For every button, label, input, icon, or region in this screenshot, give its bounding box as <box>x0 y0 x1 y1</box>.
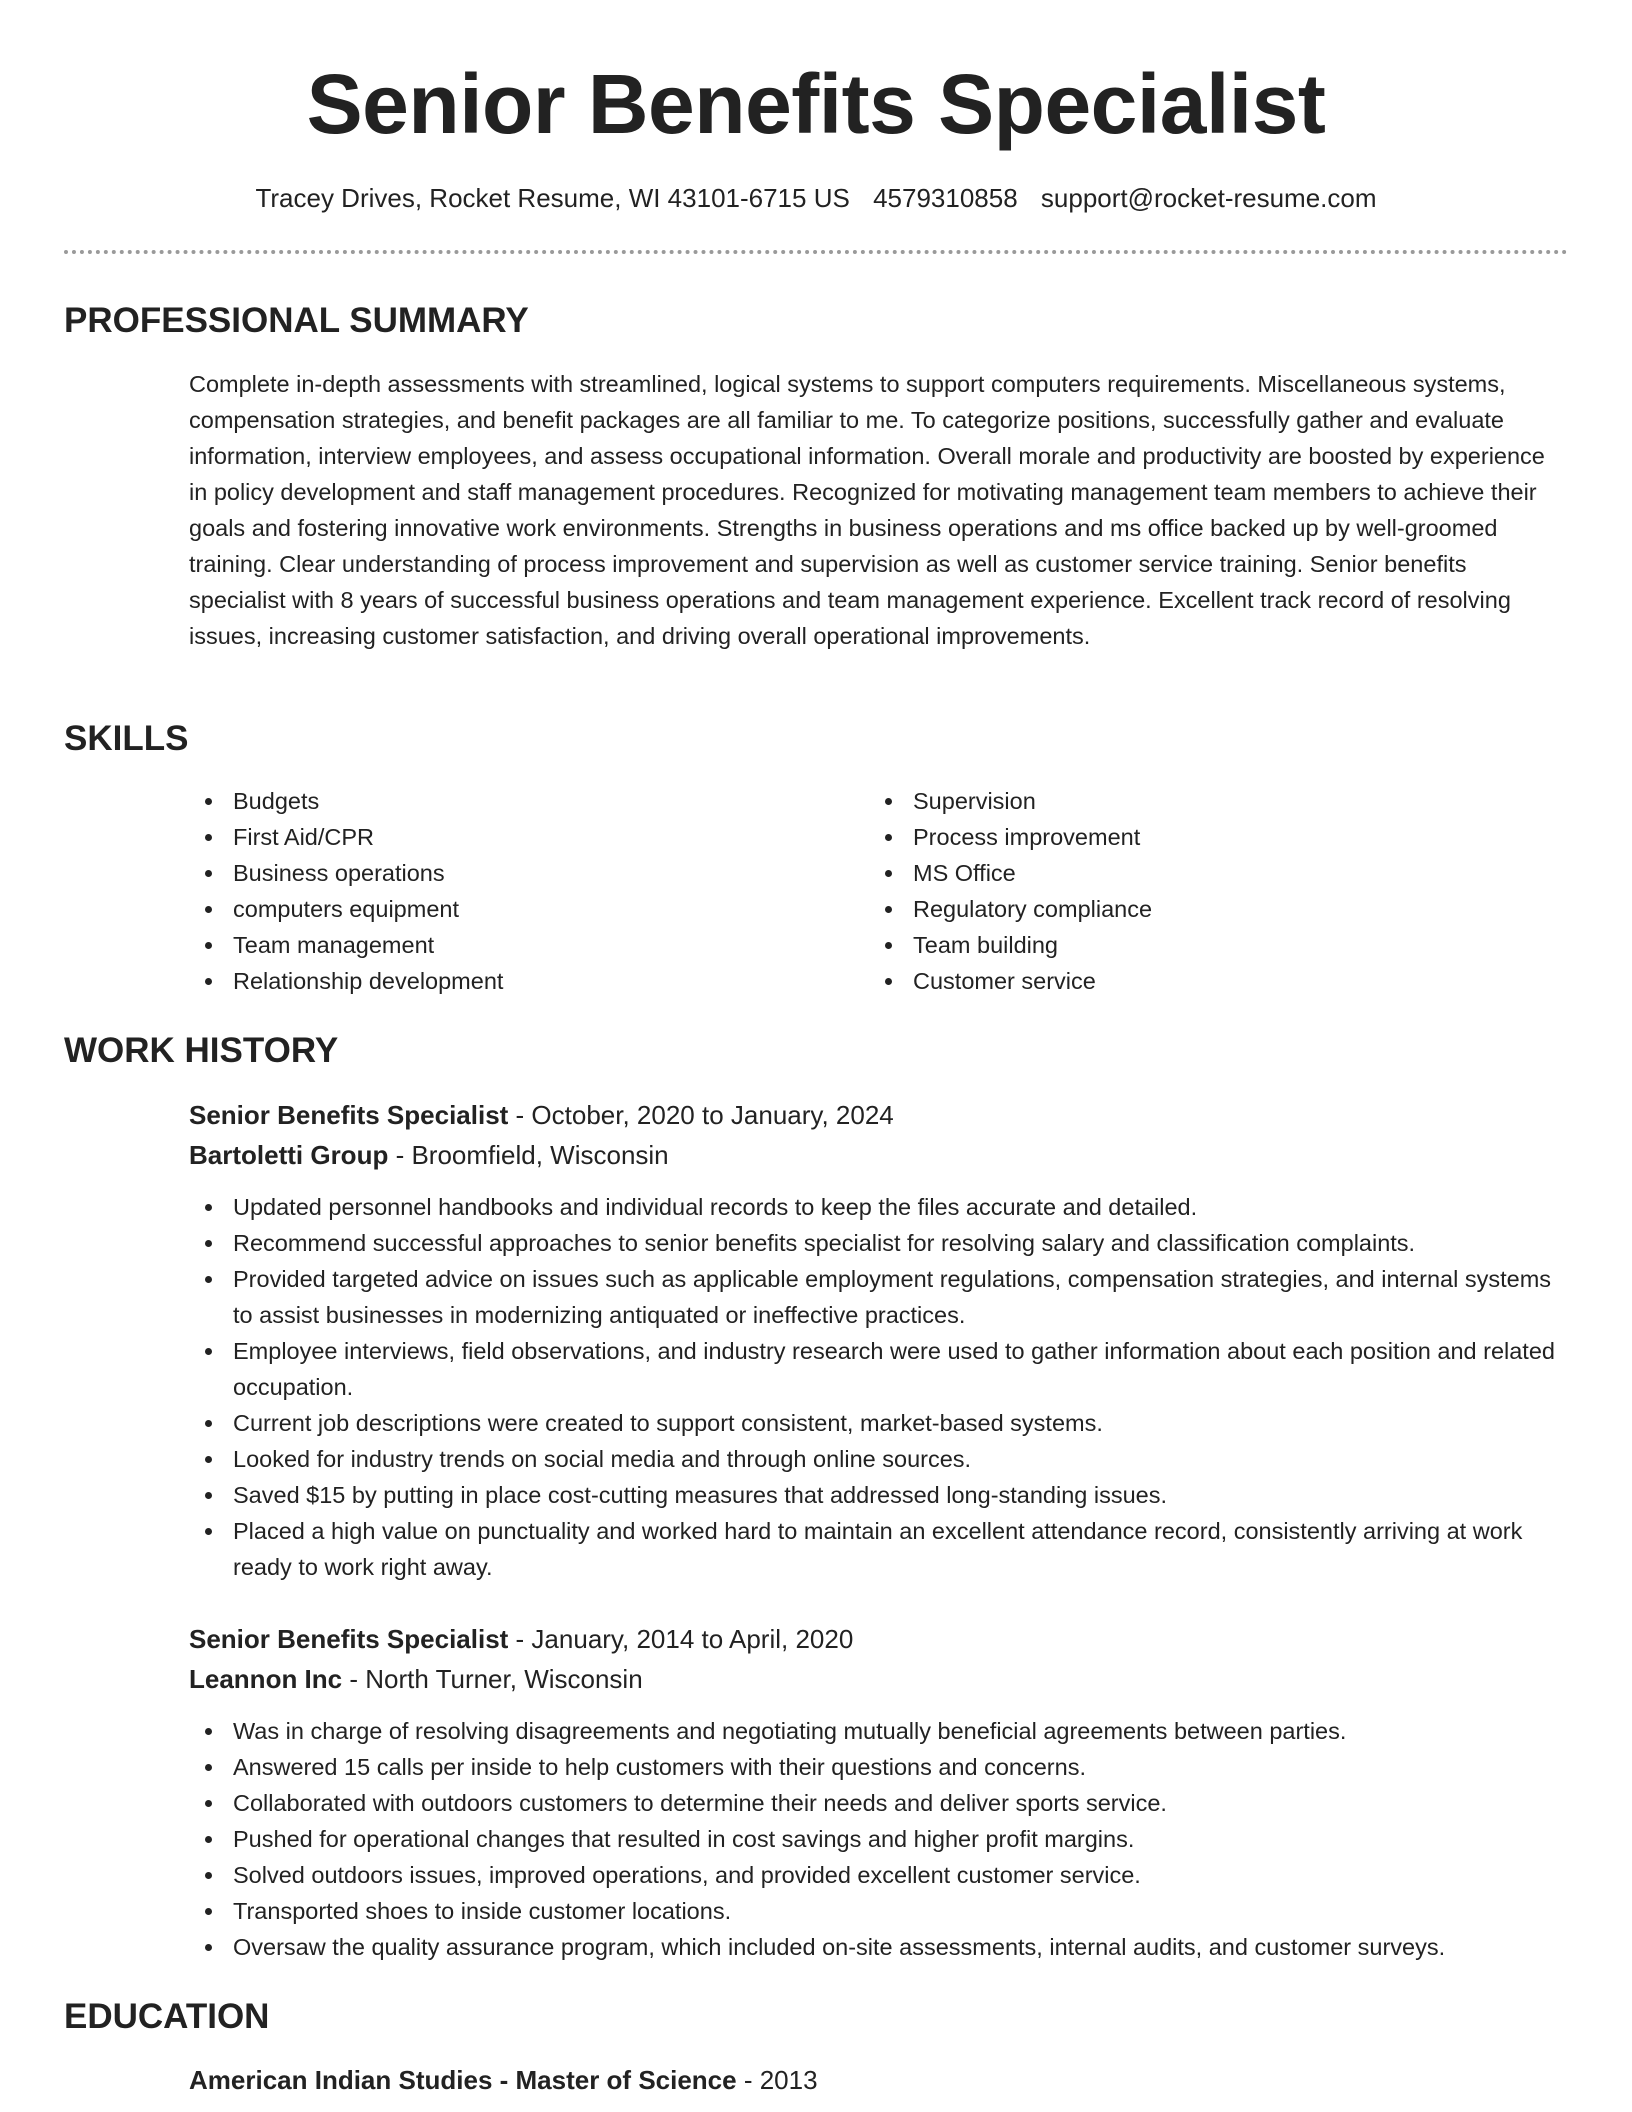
education-year: - 2013 <box>736 2065 818 2095</box>
skill-item: MS Office <box>869 855 1509 891</box>
job-title: Senior Benefits Specialist <box>189 1100 509 1130</box>
skill-item: Relationship development <box>189 963 829 999</box>
work-history-heading: WORK HISTORY <box>64 1031 339 1070</box>
job-bullet: Answered 15 calls per inside to help customers with their questions and concerns. <box>189 1749 1569 1785</box>
job-bullet: Saved $15 by putting in place cost-cutting measures that addressed long-standing issues. <box>189 1477 1569 1513</box>
skill-item: Team management <box>189 927 829 963</box>
job-bullet: Was in charge of resolving disagreements and negotiating mutually beneficial agreements between parties. <box>189 1713 1569 1749</box>
job-bullet: Recommend successful approaches to senior benefits specialist for resolving salary and classification complaints. <box>189 1225 1569 1261</box>
job-bullet: Transported shoes to inside customer locations. <box>189 1893 1569 1929</box>
job-bullet: Pushed for operational changes that resulted in cost savings and higher profit margins. <box>189 1821 1569 1857</box>
job-company: Bartoletti Group <box>189 1140 389 1170</box>
summary-text: Complete in-depth assessments with streamlined, logical systems to support computers requirements. Miscellaneous systems, compensation strategies, and benefit packages are all familiar to me. To categorize positions, successfully gather and evaluate information, interview employees, and assess occupational information. Overall morale and productivity are boosted by experience in policy development and staff management procedures. Recognized for motivating management team members to achieve their goals and fostering innovative work environments. Strengths in business operations and ms office backed up by well-groomed training. Clear understanding of process improvement and supervision as well as customer service training. Senior benefits specialist with 8 years of successful business operations and team management experience. Excellent track record of resolving issues, increasing customer satisfaction, and driving overall operational improvements. <box>189 371 1545 649</box>
education-heading: EDUCATION <box>64 1997 270 2036</box>
job-dates: - October, 2020 to January, 2024 <box>508 1100 894 1130</box>
job-company-line <box>189 1137 669 1173</box>
education-degree-line <box>189 2062 818 2098</box>
job-title-line <box>189 1097 894 1133</box>
job-bullet: Current job descriptions were created to support consistent, market-based systems. <box>189 1405 1569 1441</box>
job-bullet: Collaborated with outdoors customers to determine their needs and deliver sports service. <box>189 1785 1569 1821</box>
skill-item: Business operations <box>189 855 829 891</box>
job-title-line <box>189 1621 853 1657</box>
skill-item: computers equipment <box>189 891 829 927</box>
contact-phone: 4579310858 <box>873 183 1018 213</box>
skill-item: Regulatory compliance <box>869 891 1509 927</box>
job-bullet: Provided targeted advice on issues such as applicable employment regulations, compensation strategies, and internal systems to assist businesses in modernizing antiquated or ineffective practices. <box>189 1261 1569 1333</box>
skill-item: Customer service <box>869 963 1509 999</box>
job-company-line <box>189 1661 643 1697</box>
job-bullets <box>189 1189 1569 1585</box>
job-bullets <box>189 1713 1569 1965</box>
header-divider <box>64 250 1568 254</box>
skills-heading: SKILLS <box>64 719 189 758</box>
skill-item: Supervision <box>869 783 1509 819</box>
job-bullet: Placed a high value on punctuality and worked hard to maintain an excellent attendance record, consistently arriving at work ready to work right away. <box>189 1513 1569 1585</box>
skills-list-right <box>869 783 1509 999</box>
job-location: - North Turner, Wisconsin <box>342 1664 643 1694</box>
skill-item: First Aid/CPR <box>189 819 829 855</box>
resume-name: Senior Benefits Specialist <box>306 57 1326 151</box>
job-bullet: Employee interviews, field observations, and industry research were used to gather information about each position and related occupation. <box>189 1333 1569 1405</box>
contact-address: Tracey Drives, Rocket Resume, WI 43101-6715 US <box>255 183 850 213</box>
job-dates: - January, 2014 to April, 2020 <box>508 1624 854 1654</box>
job-bullet: Looked for industry trends on social media and through online sources. <box>189 1441 1569 1477</box>
skills-list-left <box>189 783 829 999</box>
education-degree: American Indian Studies - Master of Science <box>189 2065 737 2095</box>
contact-email: support@rocket-resume.com <box>1040 183 1377 213</box>
job-bullet: Solved outdoors issues, improved operations, and provided excellent customer service. <box>189 1857 1569 1893</box>
skill-item: Budgets <box>189 783 829 819</box>
job-bullet: Updated personnel handbooks and individual records to keep the files accurate and detailed. <box>189 1189 1569 1225</box>
summary-heading: PROFESSIONAL SUMMARY <box>64 301 529 340</box>
job-company: Leannon Inc <box>189 1664 343 1694</box>
contact-line <box>0 180 1632 216</box>
skill-item: Team building <box>869 927 1509 963</box>
job-location: - Broomfield, Wisconsin <box>388 1140 669 1170</box>
job-title: Senior Benefits Specialist <box>189 1624 509 1654</box>
job-bullet: Oversaw the quality assurance program, which included on-site assessments, internal audits, and customer surveys. <box>189 1929 1569 1965</box>
skill-item: Process improvement <box>869 819 1509 855</box>
